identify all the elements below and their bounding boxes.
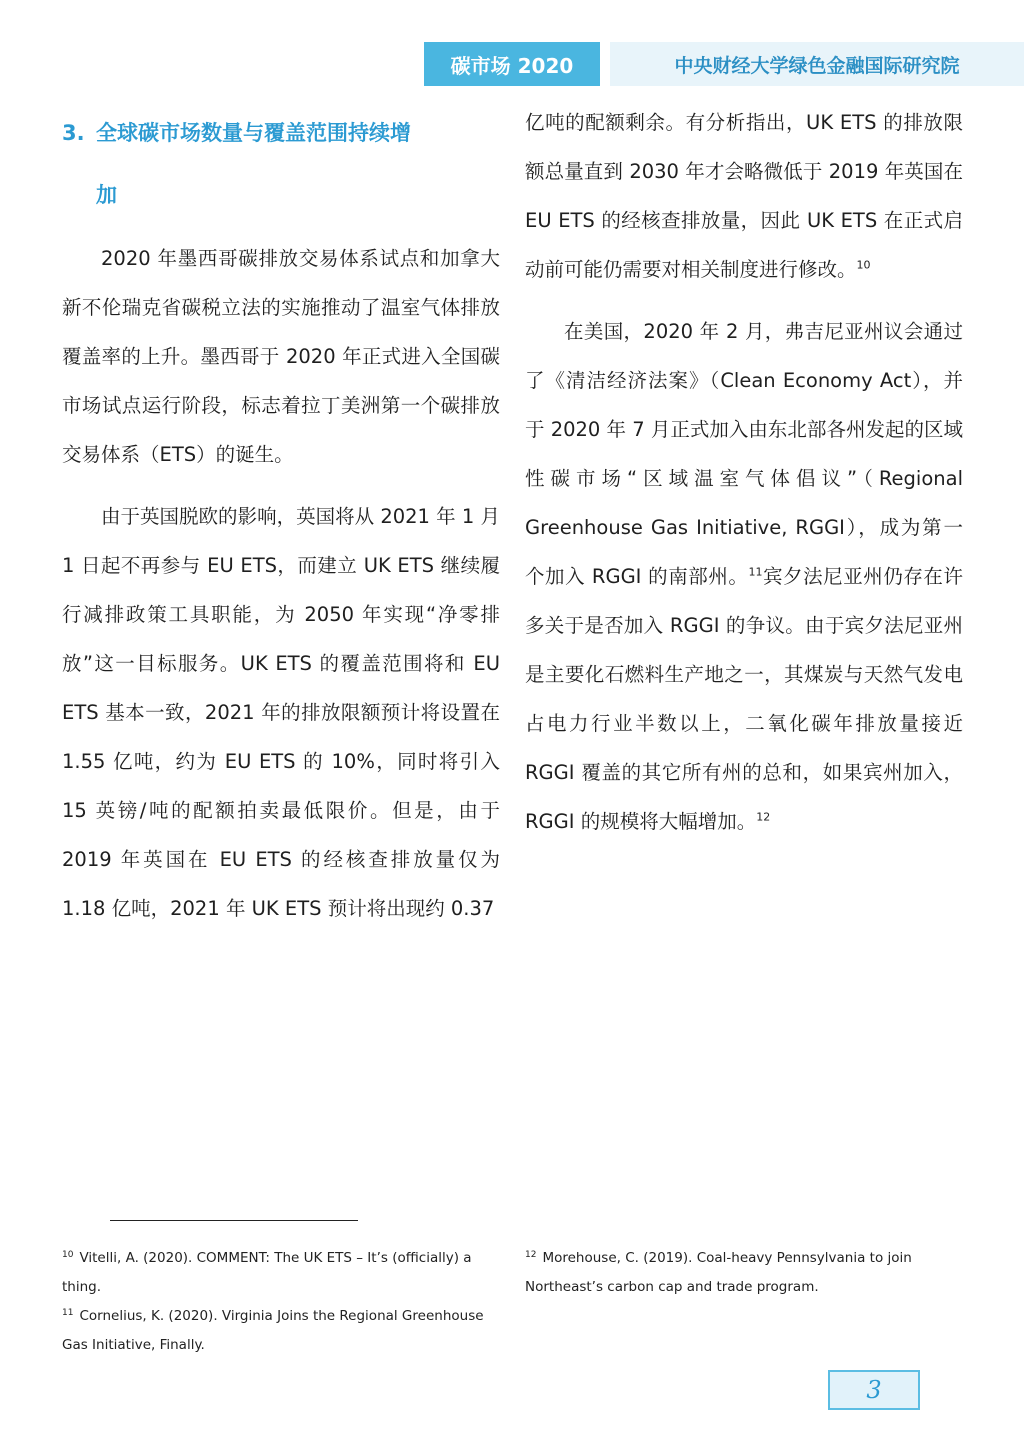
section-title-line1: 全球碳市场数量与覆盖范围持续增	[96, 121, 411, 145]
paragraph-uk-ets: 由于英国脱欧的影响，英国将从 2021 年 1 月 1 日起不再参与 EU ETS，而建立 UK ETS 继续履行减排政策工具职能，为 2050 年实现“净零排放”这一目标服务。UK ETS 的覆盖范围将和 EU ETS 基本一致，2021 年的排放限额预计将设置在 1.55 亿吨，约为 EU ETS 的 10%，同时将引入 15 英镑/吨的配额拍卖最低限价。但是，由于 2019 年英国在 EU ETS 的经核查排放量仅为 1.18 亿吨，2021 年 UK ETS 预计将出现约 0.37	[62, 505, 500, 920]
footnote-divider	[110, 1220, 358, 1221]
footnote-10	[62, 1244, 502, 1302]
page-number-badge	[828, 1370, 920, 1410]
section-heading	[62, 102, 500, 226]
paragraph-usa-virginia-text: 在美国，2020 年 2 月，弗吉尼亚州议会通过了《清洁经济法案》（Clean Economy Act），并于 2020 年 7 月正式加入由东北部各州发起的区域性碳市场“区域温室气体倡议”（Regional Greenhouse Gas Initiative, RGGI），成为第一个加入 RGGI 的南部州。	[525, 320, 963, 588]
footnote-number: 11	[62, 1307, 74, 1318]
section-number: 3.	[62, 121, 85, 145]
right-column	[525, 98, 963, 859]
paragraph-usa-pennsylvania-text: 宾夕法尼亚州仍存在许多关于是否加入 RGGI 的争议。由于宾夕法尼亚州是主要化石燃料生产地之一，其煤炭与天然气发电占电力行业半数以上，二氧化碳年排放量接近 RGGI 覆盖的其它所有州的总和，如果宾州加入，RGGI 的规模将大幅增加。	[525, 565, 963, 833]
footnotes-right	[525, 1244, 965, 1302]
footnote-11	[62, 1302, 502, 1360]
footnote-12	[525, 1244, 965, 1302]
report-title-banner	[424, 42, 600, 86]
institution-name: 中央财经大学绿色金融国际研究院	[674, 54, 960, 77]
footnote-text: Morehouse, C. (2019). Coal-heavy Pennsylvania to join Northeast’s carbon cap and trade program.	[525, 1250, 912, 1295]
section-title-line2: 加	[96, 183, 117, 207]
institution-banner	[610, 42, 1024, 86]
footnote-ref-10[interactable]: 10	[856, 258, 871, 272]
footnote-ref-12[interactable]: 12	[756, 810, 771, 824]
report-title: 碳市场 2020	[450, 53, 574, 78]
footnote-ref-11[interactable]: 11	[748, 565, 763, 579]
paragraph-uk-ets-continued-text: 亿吨的配额剩余。有分析指出，UK ETS 的排放限额总量直到 2030 年才会略微低于 2019 年英国在 EU ETS 的经核查排放量，因此 UK ETS 在正式启动前可能仍需要对相关制度进行修改。	[525, 111, 963, 281]
footnote-number: 12	[525, 1249, 537, 1260]
footnote-number: 10	[62, 1249, 74, 1260]
footnote-text: Vitelli, A. (2020). COMMENT: The UK ETS – It’s (officially) a thing.	[62, 1250, 472, 1295]
paragraph-usa-rggi	[525, 307, 963, 846]
page-number: 3	[866, 1376, 882, 1404]
paragraph-uk-ets-continued	[525, 98, 963, 294]
left-column	[62, 98, 500, 946]
footnotes-left	[62, 1244, 502, 1360]
paragraph-mexico: 2020 年墨西哥碳排放交易体系试点和加拿大新不伦瑞克省碳税立法的实施推动了温室气体排放覆盖率的上升。墨西哥于 2020 年正式进入全国碳市场试点运行阶段，标志着拉丁美洲第一个碳排放交易体系（ETS）的诞生。	[62, 247, 500, 466]
footnote-text: Cornelius, K. (2020). Virginia Joins the Regional Greenhouse Gas Initiative, Finally.	[62, 1308, 484, 1353]
